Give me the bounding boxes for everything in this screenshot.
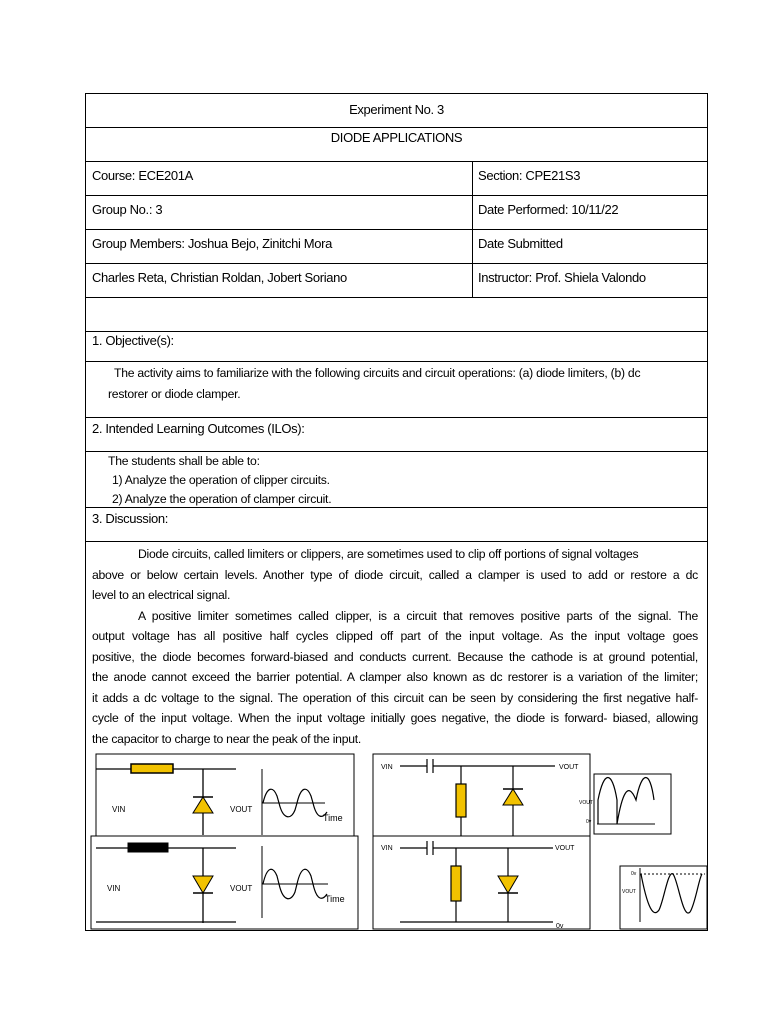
date-submitted-cell: Date Submitted xyxy=(478,236,563,251)
discussion-line: above or below certain levels. Another type of diode circuit, called a clamper is used to add or restore a dc xyxy=(92,567,698,582)
course-cell: Course: ECE201A xyxy=(92,168,193,183)
vin-label: VIN xyxy=(381,845,393,852)
ilo-intro: The students shall be able to: xyxy=(108,454,260,468)
discussion-line: the capacitor to charge to near the peak of the input. xyxy=(92,731,362,746)
discussion-line: it adds a dc voltage to the signal. The operation of this circuit can be seen by considering the first negative half- xyxy=(92,690,698,705)
time-label: Time xyxy=(323,813,343,823)
vin-label: VIN xyxy=(381,764,393,771)
objectives-line-1: The activity aims to familiarize with the following circuits and circuit operations: (a) diode limiters, (b) dc xyxy=(114,366,641,380)
vout-label: VOUT xyxy=(579,800,593,806)
clipper-circuit-1 xyxy=(96,754,354,840)
ilo-item-2: 2) Analyze the operation of clamper circuit. xyxy=(112,492,332,506)
group-no-cell: Group No.: 3 xyxy=(92,202,163,217)
instructor-cell: Instructor: Prof. Shiela Valondo xyxy=(478,270,646,285)
zero-volt-label: 0v xyxy=(631,871,637,877)
clamper-output-graph xyxy=(620,866,707,929)
zero-volt-label: 0v xyxy=(586,819,592,825)
discussion-line: Diode circuits, called limiters or clippers, are sometimes used to clip off portions of signal voltages xyxy=(138,547,639,561)
vout-label: VOUT xyxy=(555,845,575,852)
clamper-circuit-2 xyxy=(373,836,590,930)
time-label: Time xyxy=(325,894,345,904)
discussion-line: positive, the diode becomes forward-biased and conducts current. Because the cathode is at ground potential, xyxy=(92,649,698,664)
vout-label: VOUT xyxy=(230,884,253,893)
clipper-circuit-2 xyxy=(91,836,358,929)
discussion-line: output voltage has all positive half cycles clipped off part of the input voltage. As the input voltage goes xyxy=(92,629,698,643)
resistor-icon xyxy=(131,764,173,773)
objectives-heading: 1. Objective(s): xyxy=(92,333,174,348)
date-performed-cell: Date Performed: 10/11/22 xyxy=(478,202,619,217)
discussion-line: cycle of the input voltage. When the input voltage initially goes negative, the diode is forward- biased, allowing xyxy=(92,711,698,725)
vin-label: VIN xyxy=(112,805,126,814)
discussion-line: A positive limiter sometimes called clipper, is a circuit that removes positive parts of the signal. The xyxy=(138,608,698,623)
clamper-circuit-1 xyxy=(373,754,671,846)
experiment-number: Experiment No. 3 xyxy=(349,102,444,117)
discussion-heading: 3. Discussion: xyxy=(92,511,169,526)
resistor-icon xyxy=(128,843,168,852)
discussion-line: the anode cannot exceed the barrier potential. A clamper also known as dc restorer is a variation of the limiter; xyxy=(92,670,698,684)
discussion-line: level to an electrical signal. xyxy=(92,588,231,602)
vout-label: VOUT xyxy=(559,764,579,771)
experiment-title: DIODE APPLICATIONS xyxy=(330,130,463,145)
objectives-line-2: restorer or diode clamper. xyxy=(108,386,241,401)
vin-label: VIN xyxy=(107,884,121,893)
members-cell-2: Charles Reta, Christian Roldan, Jobert Soriano xyxy=(92,270,347,285)
zero-volt-label: 0v xyxy=(556,923,564,930)
ilo-item-1: 1) Analyze the operation of clipper circuits. xyxy=(112,473,330,487)
vout-label: VOUT xyxy=(230,805,253,814)
vout-label: VOUT xyxy=(622,889,636,895)
members-cell-1: Group Members: Joshua Bejo, Zinitchi Mora xyxy=(92,236,332,251)
section-cell: Section: CPE21S3 xyxy=(478,168,581,183)
resistor-icon xyxy=(456,784,466,817)
ilo-heading: 2. Intended Learning Outcomes (ILOs): xyxy=(92,421,305,436)
resistor-icon xyxy=(451,866,461,901)
